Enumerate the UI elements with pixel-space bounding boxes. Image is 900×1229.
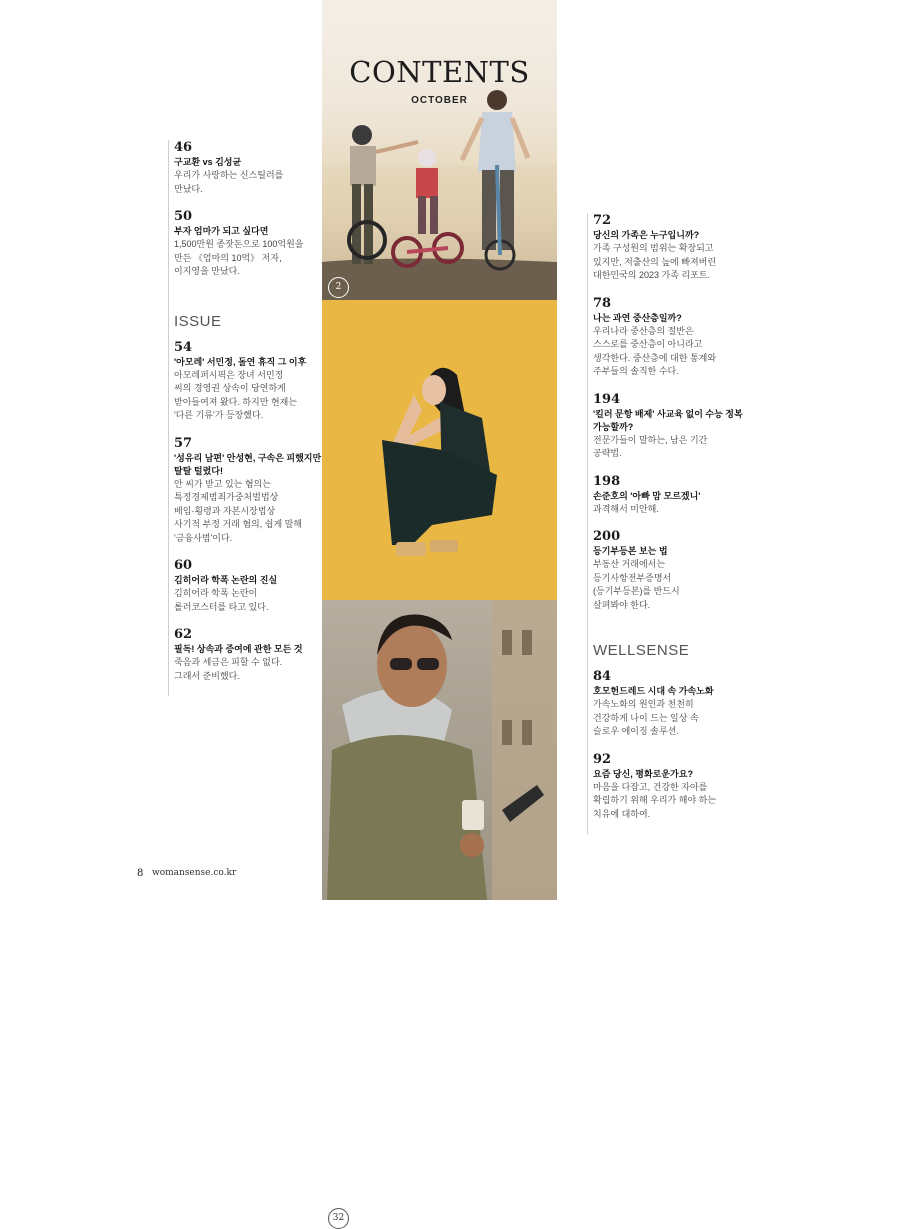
article-title: 호모헌드레드 시대 속 가속노화 (593, 686, 714, 696)
page-ref-badge: 2 (328, 277, 349, 298)
contents-entry[interactable] (593, 392, 743, 461)
article-desc-line: 치유에 대하여. (593, 808, 651, 819)
contents-entry[interactable] (174, 140, 324, 196)
article-desc-line: 가속노화의 원인과 천천히 (593, 699, 694, 709)
article-desc-line: 롤러코스터를 타고 있다. (174, 601, 269, 612)
article-desc-line: (등기부등본)를 반드시 (593, 586, 680, 596)
article-desc-line: 공략법. (593, 448, 622, 458)
article-desc-line: 1,500만원 종잣돈으로 100억원을 (174, 239, 304, 249)
article-desc-line: 받아들여져 왔다. 하지만 현재는 (174, 396, 298, 407)
article-desc-line: 살펴봐야 한다. (593, 599, 651, 610)
page-number: 92 (593, 751, 612, 767)
article-desc-line: 만났다. (174, 183, 203, 194)
man-with-radio-illustration (322, 600, 557, 900)
page-number: 78 (593, 295, 612, 311)
article-desc-line: 사기적 부정 거래 혐의, 쉽게 말해 (174, 519, 303, 529)
article-desc-line: 그래서 준비했다. (174, 670, 240, 681)
article-title: 요즘 당신, 평화로운가요? (593, 768, 693, 779)
article-title: '킬러 문항 배제' 사교육 없이 수능 정복 가능할까? (593, 408, 743, 432)
contents-entry[interactable] (174, 209, 324, 279)
article-desc-line: 아모레퍼시픽은 장녀 서민정 (174, 369, 284, 380)
article-desc-line: 이지영을 만났다. (174, 266, 240, 276)
contents-entry[interactable] (174, 627, 324, 683)
contents-entry[interactable] (174, 558, 324, 614)
contents-right-column (587, 213, 743, 834)
article-desc-line: 김히어라 학폭 논란이 (174, 588, 258, 598)
woman-crouching-illustration (322, 300, 557, 600)
contents-entry[interactable] (593, 296, 743, 379)
article-desc-line: 우리나라 중산층의 절반은 (593, 325, 694, 336)
article-title: 당신의 가족은 누구입니까? (593, 230, 700, 240)
article-desc-line: 전문가들이 말하는, 남은 기간 (593, 434, 708, 445)
article-desc-line: 만든 《엄마의 10억》 저자, (174, 252, 282, 263)
article-desc-line: 건강하게 나이 드는 일상 속 (593, 712, 699, 723)
page-number: 60 (174, 558, 193, 573)
article-desc-line: 죽음과 세금은 피할 수 없다. (174, 657, 283, 667)
issue-month: OCTOBER (411, 95, 468, 106)
page-number: 72 (593, 213, 612, 228)
contents-entry[interactable] (593, 213, 743, 283)
page-number: 57 (174, 435, 193, 451)
page-number: 50 (174, 209, 193, 224)
contents-left-column (168, 140, 324, 696)
article-title: 나는 과연 중산층일까? (593, 312, 682, 323)
article-desc-line: 대한민국의 2023 가족 리포트. (593, 270, 710, 280)
photo-man-portrait (322, 600, 557, 1223)
article-desc-line: 슬로우 에이징 솔루션. (593, 726, 679, 736)
article-title: 손준호의 '아빠 맘 모르겠니' (593, 490, 701, 501)
contents-entry[interactable] (593, 752, 743, 822)
article-title: '성유리 남편' 안성현, 구속은 피했지만 탈탈 털렸다! (174, 452, 322, 476)
page-number: 62 (174, 627, 193, 642)
article-desc-line: 부동산 거래에서는 (593, 559, 666, 569)
article-desc-line: 과격해서 미안해. (593, 503, 659, 514)
contents-entry[interactable] (174, 340, 324, 423)
article-desc-line: 안 씨가 받고 있는 혐의는 (174, 478, 271, 489)
article-desc-line: 있지만, 저출산의 늪에 빠져버린 (593, 256, 717, 267)
article-desc-line: '다른 기류'가 등장했다. (174, 410, 264, 420)
photo-woman-portrait (322, 300, 557, 600)
section-heading-wellsense: WELLSENSE (593, 642, 690, 659)
page-number: 46 (174, 140, 193, 155)
contents-entry[interactable] (174, 436, 324, 546)
family-bikes-illustration (322, 0, 557, 300)
folio-page-number: 8 (137, 868, 144, 879)
page-title: CONTENTS (349, 55, 530, 89)
article-desc-line: 씨의 경영권 상속이 당연하게 (174, 383, 286, 393)
article-title: 등기부등본 보는 법 (593, 546, 668, 556)
page-ref-badge: 32 (328, 1208, 349, 1229)
contents-entry[interactable] (593, 529, 743, 612)
article-desc-line: 우리가 사랑하는 신스틸러를 (174, 170, 284, 180)
article-desc-line: 가족 구성원의 범위는 확장되고 (593, 243, 714, 253)
page-number: 198 (593, 473, 621, 489)
article-desc-line: 마음을 다잡고, 건강한 자아를 (593, 781, 708, 792)
contents-entry[interactable] (593, 669, 743, 739)
page-number: 84 (593, 669, 612, 684)
article-desc-line: 확립하기 위해 우리가 해야 하는 (593, 795, 717, 805)
page-number: 200 (593, 529, 621, 544)
article-desc-line: 배임·횡령과 자본시장법상 (174, 505, 276, 516)
article-desc-line: 등기사항전부증명서 (593, 572, 672, 583)
cover-photo-family-cycling (322, 0, 557, 300)
article-desc-line: 주부들의 솔직한 수다. (593, 366, 679, 376)
article-desc-line: '금융사범'이다. (174, 532, 233, 543)
section-heading-issue: ISSUE (174, 312, 222, 330)
article-title: 김히어라 학폭 논란의 진실 (174, 575, 278, 585)
article-title: 필독! 상속과 증여에 관한 모든 것 (174, 644, 303, 654)
page-number: 194 (593, 391, 621, 407)
article-title: 부자 엄마가 되고 싶다면 (174, 226, 269, 236)
article-title: 구교환 vs 김성균 (174, 157, 242, 167)
article-desc-line: 스스로를 중산층이 아니라고 (593, 339, 703, 349)
contents-entry[interactable] (593, 474, 743, 517)
article-title: '아모레' 서민정, 돌연 휴직 그 이후 (174, 356, 307, 367)
article-desc-line: 생각한다. 중산층에 대한 통계와 (593, 352, 717, 363)
folio-website[interactable]: womansense.co.kr (152, 868, 237, 878)
article-desc-line: 특정경제범죄가중처벌법상 (174, 492, 279, 502)
page-number: 54 (174, 339, 193, 355)
